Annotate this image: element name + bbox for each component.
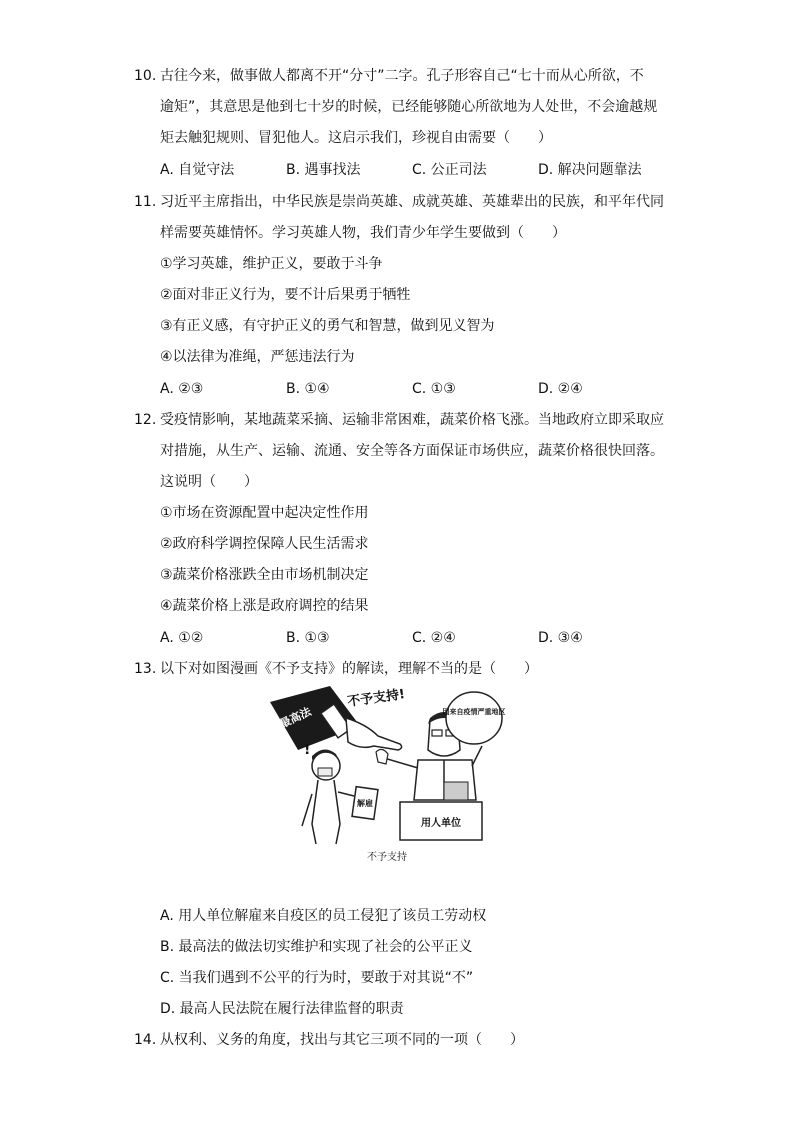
option-b[interactable]: B. 遇事找法: [286, 162, 361, 178]
employer-hand: [376, 749, 388, 764]
question-text-line: 逾矩”，其意思是他到七十岁的时候，已经能够随心所欲地为人处世，不会逾越规: [160, 99, 658, 115]
question-text-line: 以下对如图漫画《不予支持》的解读，理解不当的是（ ）: [160, 661, 538, 677]
comic-caption: 不予支持: [367, 852, 407, 863]
option-d[interactable]: D. 最高人民法院在履行法律监督的职责: [160, 1001, 404, 1017]
question-text-line: 习近平主席指出，中华民族是崇尚英雄、成就英雄、英雄辈出的民族，和平年代同: [160, 194, 664, 210]
question-text-line: 古往今来，做事做人都离不开“分寸”二字。孔子形容自己“七十而从心所欲，不: [160, 68, 644, 84]
option-d[interactable]: D. ③④: [538, 630, 583, 646]
question-number: 11.: [134, 194, 157, 210]
statement-3: ③有正义感，有守护正义的勇气和智慧，做到见义智为: [160, 318, 495, 334]
exclaim-mark: !: [304, 742, 311, 758]
pointing-hand: [346, 718, 402, 750]
comic-illustration: [268, 684, 506, 864]
option-a[interactable]: A. 自觉守法: [160, 162, 235, 178]
question-number: 13.: [134, 661, 157, 677]
question-text-line: 矩去触犯规则、冒犯他人。这启示我们，珍视自由需要（ ）: [160, 130, 552, 146]
statement-4: ④蔬菜价格上涨是政府调控的结果: [160, 598, 369, 614]
option-a[interactable]: A. 用人单位解雇来自疫区的员工侵犯了该员工劳动权: [160, 908, 487, 924]
bubble-text: 因来自疫情严重地区: [442, 708, 506, 716]
option-b[interactable]: B. ①④: [286, 381, 330, 397]
statement-2: ②政府科学调控保障人民生活需求: [160, 536, 369, 552]
option-a[interactable]: A. ①②: [160, 630, 204, 646]
question-text-line: 从权利、义务的角度，找出与其它三项不同的一项（ ）: [160, 1032, 524, 1048]
speech-text: 不予支持!: [346, 687, 406, 710]
option-c[interactable]: C. 公正司法: [412, 162, 487, 178]
worker-body: [302, 780, 354, 844]
option-d[interactable]: D. ②④: [538, 381, 583, 397]
statement-3: ③蔬菜价格涨跌全由市场机制决定: [160, 567, 369, 583]
thought-bubble: [446, 692, 502, 744]
statement-1: ①学习英雄，维护正义，要敢于斗争: [160, 256, 383, 272]
option-a[interactable]: A. ②③: [160, 381, 204, 397]
comic-drawing: [268, 684, 506, 864]
option-c[interactable]: C. ②④: [412, 630, 456, 646]
desk-label: 用人单位: [421, 818, 461, 829]
arm-label: 最高法: [277, 704, 314, 731]
option-c[interactable]: C. ①③: [412, 381, 456, 397]
worker-mask: [318, 768, 332, 776]
question-number: 14.: [134, 1032, 157, 1048]
question-text-line: 这说明（ ）: [160, 474, 258, 490]
statement-4: ④以法律为准绳，严惩违法行为: [160, 349, 355, 365]
question-number: 10.: [134, 68, 157, 84]
question-text-line: 样需要英雄情怀。学习英雄人物，我们青少年学生要做到（ ）: [160, 225, 566, 241]
desk-items: [444, 782, 468, 800]
option-c[interactable]: C. 当我们遇到不公平的行为时，要敢于对其说“不”: [160, 970, 474, 986]
question-text-line: 对措施，从生产、运输、流通、安全等各方面保证市场供应，蔬菜价格很快回落。: [160, 443, 664, 459]
option-d[interactable]: D. 解决问题靠法: [538, 162, 642, 178]
option-b[interactable]: B. ①③: [286, 630, 330, 646]
statement-1: ①市场在资源配置中起决定性作用: [160, 505, 369, 521]
question-number: 12.: [134, 412, 157, 428]
question-text-line: 受疫情影响，某地蔬菜采摘、运输非常困难，蔬菜价格飞涨。当地政府立即采取应: [160, 412, 664, 428]
paper-label: 解雇: [357, 799, 373, 808]
option-b[interactable]: B. 最高法的做法切实维护和实现了社会的公平正义: [160, 939, 473, 955]
statement-2: ②面对非正义行为，要不计后果勇于牺牲: [160, 287, 411, 303]
